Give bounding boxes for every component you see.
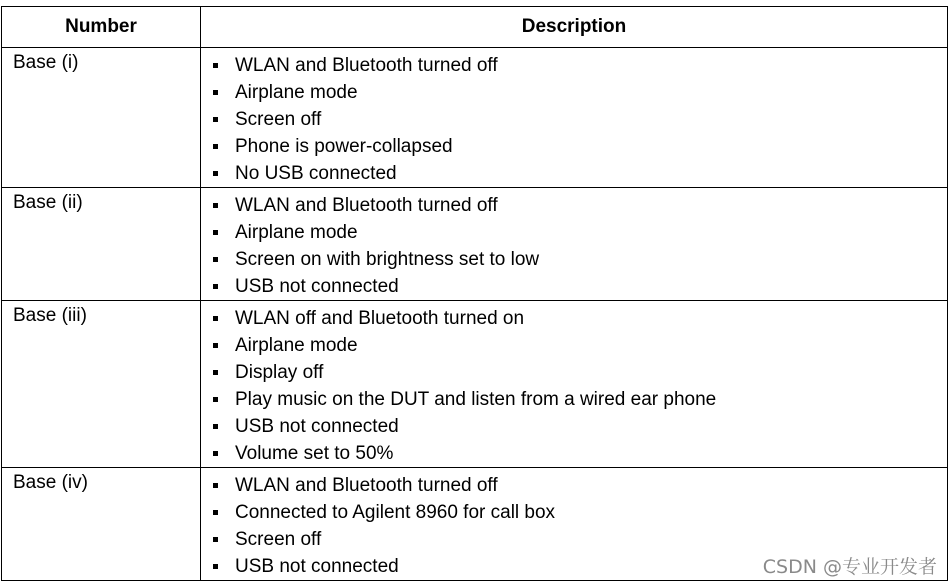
bullet-icon: [213, 370, 218, 375]
bullet-icon: [213, 424, 218, 429]
bullet-icon: [213, 451, 218, 456]
list-item-text: Airplane mode: [235, 335, 358, 356]
row-number: Base (iv): [2, 468, 201, 581]
list-item: [201, 219, 947, 246]
list-item-text: Phone is power-collapsed: [235, 136, 453, 157]
list-item-text: No USB connected: [235, 163, 397, 184]
list-item: [201, 440, 947, 467]
list-item-text: USB not connected: [235, 416, 399, 437]
row-number: Base (iii): [2, 301, 201, 468]
list-item-text: Screen off: [235, 529, 322, 550]
list-item: [201, 499, 947, 526]
list-item: [201, 273, 947, 300]
row-description: [201, 48, 948, 188]
list-item: [201, 386, 947, 413]
bullet-list: [201, 305, 947, 467]
list-item-text: USB not connected: [235, 556, 399, 577]
list-item-text: WLAN and Bluetooth turned off: [235, 195, 498, 216]
list-item: [201, 52, 947, 79]
bullet-icon: [213, 117, 218, 122]
bullet-list: [201, 192, 947, 300]
list-item: [201, 526, 947, 553]
list-item-text: Airplane mode: [235, 82, 358, 103]
row-description: [201, 188, 948, 301]
table-row: [2, 188, 948, 301]
list-item-text: WLAN and Bluetooth turned off: [235, 475, 498, 496]
bullet-list: [201, 52, 947, 187]
list-item: [201, 472, 947, 499]
list-item-text: Screen on with brightness set to low: [235, 249, 540, 270]
list-item: [201, 79, 947, 106]
list-item: [201, 133, 947, 160]
spec-table: [1, 6, 948, 581]
list-item: [201, 106, 947, 133]
list-item: [201, 160, 947, 187]
bullet-icon: [213, 564, 218, 569]
table-row: [2, 301, 948, 468]
list-item: [201, 359, 947, 386]
list-item: [201, 305, 947, 332]
list-item-text: Connected to Agilent 8960 for call box: [235, 502, 556, 523]
header-row: [2, 7, 948, 48]
header-number: Number: [2, 7, 201, 48]
list-item-text: WLAN and Bluetooth turned off: [235, 55, 498, 76]
list-item: [201, 192, 947, 219]
list-item-text: Volume set to 50%: [235, 443, 394, 464]
table-row: [2, 48, 948, 188]
row-number: Base (ii): [2, 188, 201, 301]
bullet-icon: [213, 63, 218, 68]
list-item: [201, 413, 947, 440]
bullet-icon: [213, 203, 218, 208]
row-description: [201, 301, 948, 468]
bullet-icon: [213, 537, 218, 542]
bullet-icon: [213, 483, 218, 488]
bullet-icon: [213, 171, 218, 176]
bullet-icon: [213, 257, 218, 262]
bullet-icon: [213, 284, 218, 289]
bullet-icon: [213, 144, 218, 149]
bullet-icon: [213, 230, 218, 235]
list-item-text: Display off: [235, 362, 324, 383]
bullet-icon: [213, 343, 218, 348]
list-item-text: Screen off: [235, 109, 322, 130]
list-item-text: Airplane mode: [235, 222, 358, 243]
bullet-icon: [213, 397, 218, 402]
list-item-text: Play music on the DUT and listen from a wired ear phone: [235, 389, 717, 410]
list-item-text: USB not connected: [235, 276, 399, 297]
bullet-icon: [213, 90, 218, 95]
bullet-icon: [213, 510, 218, 515]
list-item: [201, 246, 947, 273]
list-item-text: WLAN off and Bluetooth turned on: [235, 308, 525, 329]
header-description: Description: [201, 7, 948, 48]
bullet-icon: [213, 316, 218, 321]
row-number: Base (i): [2, 48, 201, 188]
list-item: [201, 332, 947, 359]
watermark: CSDN @专业开发者: [762, 556, 937, 578]
